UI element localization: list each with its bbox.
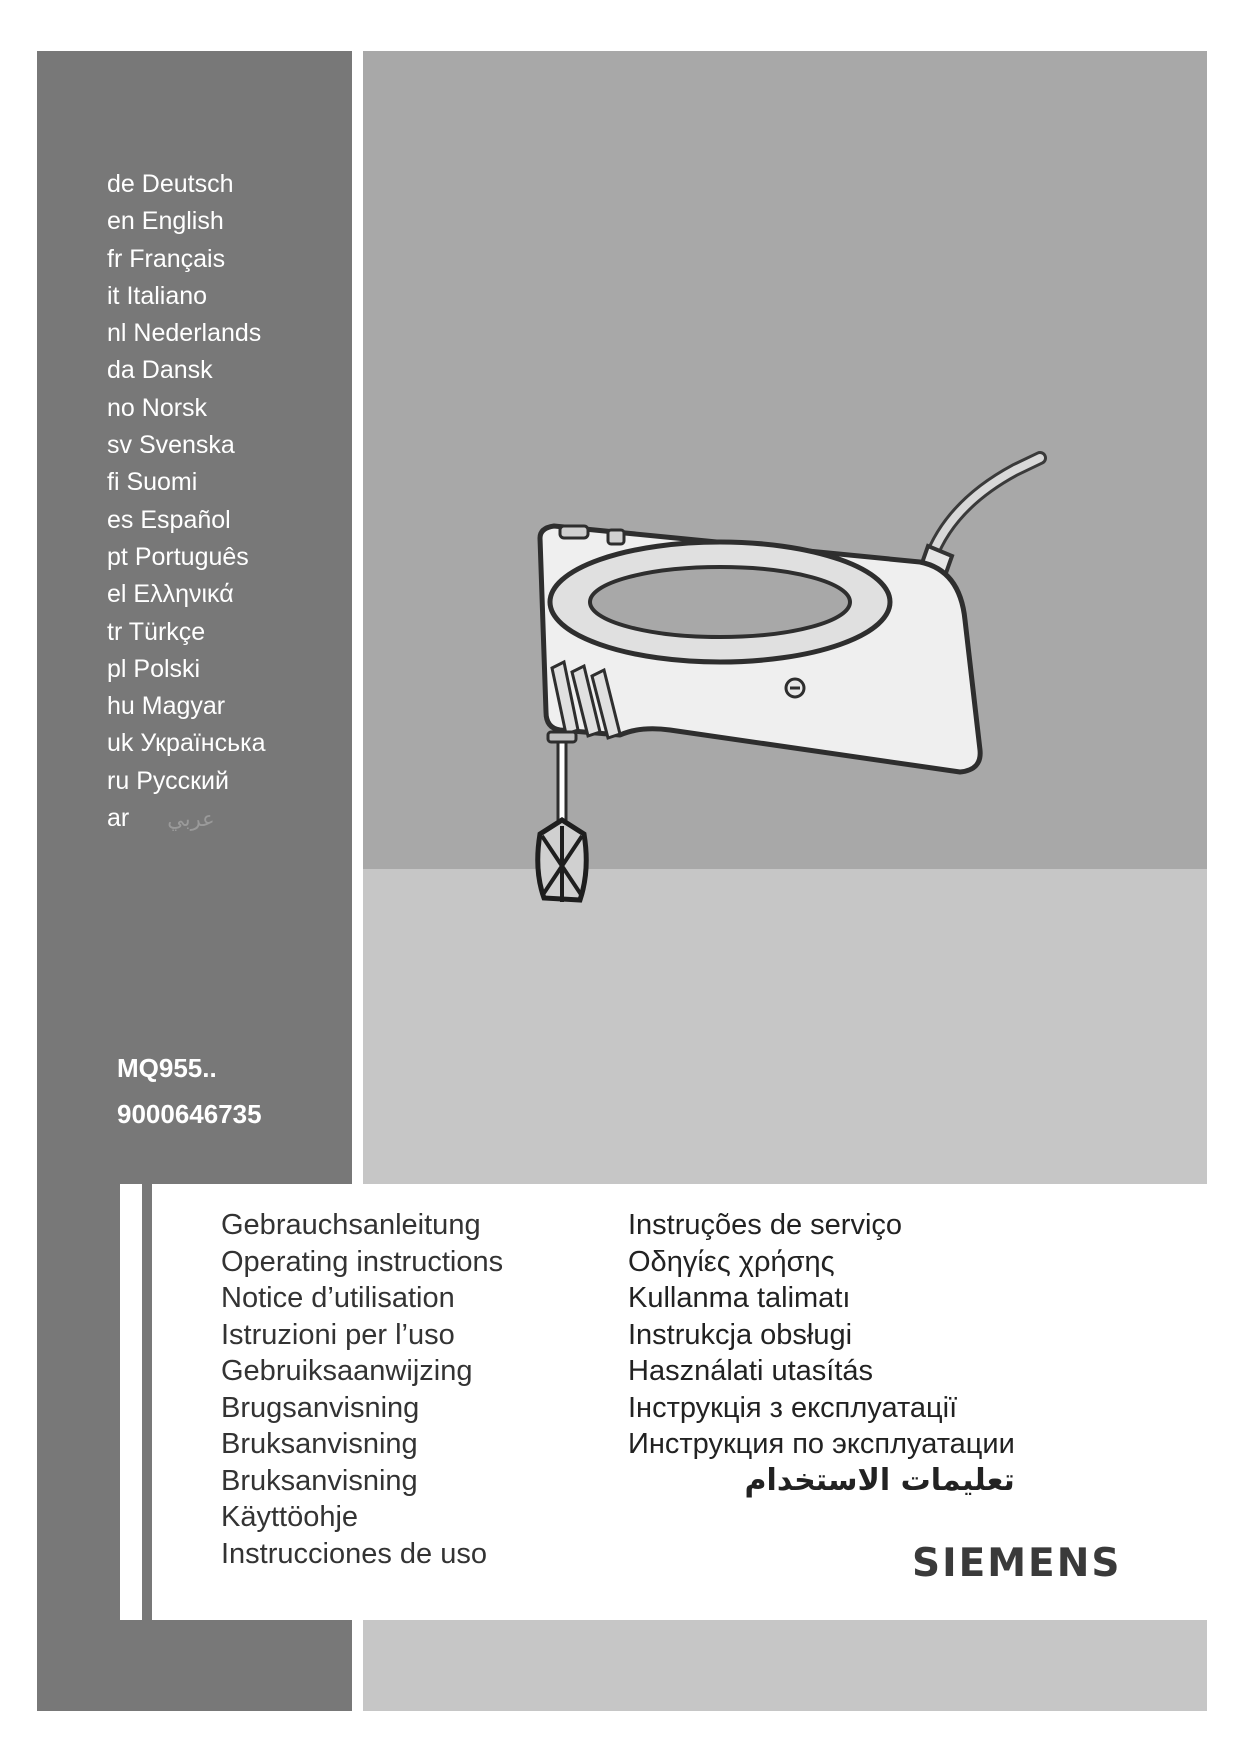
instruction-title: Brugsanvisning [221, 1391, 420, 1424]
instruction-title: Instruções de serviço [628, 1209, 903, 1241]
language-item [107, 688, 266, 725]
language-code: no [107, 393, 135, 422]
language-code: fr [107, 244, 123, 273]
language-name: Magyar [141, 692, 226, 721]
speed-button [608, 530, 624, 544]
language-code: fi [107, 468, 120, 497]
language-code: en [107, 207, 135, 236]
instruction-title: Gebruiksaanwijzing [221, 1355, 473, 1387]
language-item [107, 763, 266, 800]
instruction-title: Operating instructions [221, 1245, 504, 1278]
model-info [117, 1045, 262, 1137]
language-name: Norsk [141, 393, 208, 422]
language-item [107, 352, 266, 389]
language-item [107, 576, 266, 613]
instruction-title: Οδηγίες χρήσης [628, 1245, 835, 1278]
language-item [107, 315, 266, 352]
language-name: Deutsch [141, 170, 234, 198]
language-list [107, 166, 266, 838]
language-item [107, 464, 266, 501]
language-code: uk [107, 729, 134, 758]
hand-mixer-illustration [520, 450, 1060, 980]
language-code: it [107, 281, 120, 310]
brand-logo: SIEMENS [912, 1541, 1122, 1586]
language-code: ru [107, 766, 130, 795]
language-code: pl [107, 654, 127, 683]
language-name: عربي [167, 807, 215, 832]
instruction-title: Notice d’utilisation [221, 1282, 455, 1314]
language-name: Português [134, 542, 249, 571]
language-item [107, 241, 266, 278]
instruction-titles-left [221, 1207, 503, 1572]
instruction-title: Instrukcja obsługi [628, 1318, 853, 1351]
language-code: da [107, 356, 135, 385]
language-item [107, 390, 266, 427]
instruction-title: Bruksanvisning [221, 1428, 418, 1460]
language-code: nl [107, 319, 127, 348]
instruction-title: تعليمات الاستخدام [744, 1462, 1015, 1498]
eject-button [560, 526, 588, 538]
mixer-cord [930, 458, 1040, 560]
language-code: sv [107, 431, 132, 460]
language-name: Français [129, 244, 226, 273]
language-code: es [107, 505, 134, 534]
band-stripe [142, 1184, 152, 1620]
model-name: MQ955.. [117, 1053, 217, 1083]
language-code: el [107, 580, 127, 609]
language-name: Español [140, 505, 231, 534]
language-item [107, 278, 266, 315]
language-name: Svenska [138, 431, 235, 460]
language-name: Dansk [141, 356, 213, 385]
language-item [107, 539, 266, 576]
instruction-title: Käyttöohje [221, 1501, 359, 1533]
language-code: tr [107, 617, 123, 646]
language-name: Suomi [126, 468, 198, 497]
language-name: Türkçe [128, 617, 206, 646]
language-item [107, 502, 266, 539]
language-name: Українська [140, 729, 266, 758]
language-item [107, 203, 266, 240]
language-code: hu [107, 692, 135, 721]
beater-shaft [558, 742, 566, 824]
language-code: pt [107, 542, 128, 571]
model-number: 9000646735 [117, 1099, 262, 1129]
instruction-title: Інструкція з експлуатації [628, 1391, 958, 1424]
language-item [107, 800, 266, 838]
language-code: de [107, 170, 135, 198]
language-name: Русский [136, 766, 229, 795]
instruction-title: Istruzioni per l’uso [221, 1318, 455, 1351]
instruction-title: Gebrauchsanleitung [221, 1209, 481, 1241]
instruction-title: Инструкция по эксплуатации [628, 1428, 1015, 1460]
language-name: Polski [133, 654, 201, 683]
language-item [107, 427, 266, 464]
language-name: Ελληνικά [133, 580, 234, 609]
language-item [107, 166, 266, 203]
language-name: Nederlands [133, 319, 262, 348]
language-item [107, 614, 266, 651]
language-name: Italiano [126, 281, 208, 310]
instruction-title: Bruksanvisning [221, 1464, 418, 1497]
instruction-title: Instrucciones de uso [221, 1537, 487, 1570]
language-item [107, 725, 266, 762]
language-item [107, 651, 266, 688]
instruction-title: Kullanma talimatı [628, 1282, 851, 1314]
mixer-handle-inner [590, 567, 850, 637]
instruction-title: Használati utasítás [628, 1355, 874, 1387]
language-code: ar [107, 804, 130, 833]
language-name: English [141, 207, 224, 236]
instruction-titles-right [628, 1207, 1015, 1499]
